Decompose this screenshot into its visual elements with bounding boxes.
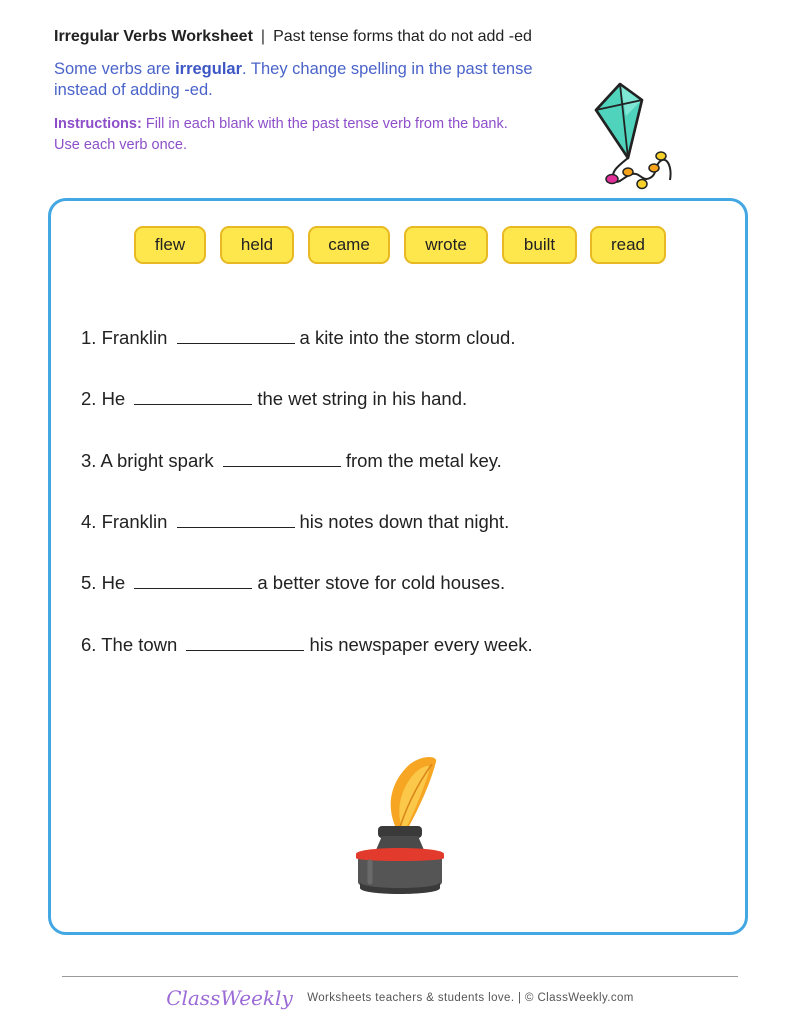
word-chip-4: wrote [404, 226, 488, 264]
footer-divider [62, 976, 738, 977]
word-chip-6: read [590, 226, 666, 264]
word-chip-1: flew [134, 226, 206, 264]
word-chip-2: held [220, 226, 294, 264]
intro-after: . They change spelling in the past tense instead of adding -ed. [54, 60, 533, 99]
sentence-text-before: 5. He [81, 572, 126, 593]
sentence-text-after: his newspaper every week. [309, 634, 533, 655]
sentence-4 [81, 511, 509, 533]
sentence-text-before: 3. A bright spark [81, 450, 214, 471]
brand-logo: ClassWeekly [166, 986, 293, 1010]
sentence-text-after: his notes down that night. [299, 511, 510, 532]
answer-blank[interactable] [134, 587, 252, 589]
intro-emphasis: irregular [175, 60, 243, 78]
kite-icon [588, 80, 688, 195]
footer-tagline: Worksheets teachers & students love. | © ClassWeekly.com [307, 992, 634, 1004]
inkwell-quill-icon [350, 754, 450, 899]
answer-blank[interactable] [177, 526, 295, 528]
instructions-text: Fill in each blank with the past tense verb from the bank. Use each verb once. [54, 116, 508, 153]
instructions-label: Instructions: [54, 116, 142, 132]
sentence-text-after: from the metal key. [345, 450, 502, 471]
sentence-text-before: 1. Franklin [81, 327, 168, 348]
sentence-text-before: 2. He [81, 388, 126, 409]
answer-blank[interactable] [134, 403, 252, 405]
word-bank [0, 226, 800, 266]
sentence-text-after: the wet string in his hand. [257, 388, 468, 409]
sentence-text-after: a better stove for cold houses. [257, 572, 506, 593]
word-chip-3: came [308, 226, 390, 264]
instructions [54, 114, 524, 156]
sentence-1 [81, 327, 515, 349]
worksheet-subtitle: Past tense forms that do not add -ed [273, 28, 532, 45]
header-separator: | [260, 28, 266, 45]
sentence-text-before: 4. Franklin [81, 511, 168, 532]
worksheet-header [54, 28, 532, 46]
word-chip-5: built [502, 226, 577, 264]
sentence-3 [81, 450, 502, 472]
page-footer [0, 986, 800, 1010]
worksheet-title: Irregular Verbs Worksheet [54, 28, 253, 45]
intro-before: Some verbs are [54, 60, 176, 78]
sentence-5 [81, 572, 505, 594]
answer-blank[interactable] [223, 465, 341, 467]
sentence-2 [81, 388, 467, 410]
sentence-text-before: 6. The town [81, 634, 178, 655]
intro-text [54, 59, 574, 101]
sentence-6 [81, 634, 533, 656]
sentence-text-after: a kite into the storm cloud. [299, 327, 516, 348]
answer-blank[interactable] [186, 649, 304, 651]
answer-blank[interactable] [177, 342, 295, 344]
